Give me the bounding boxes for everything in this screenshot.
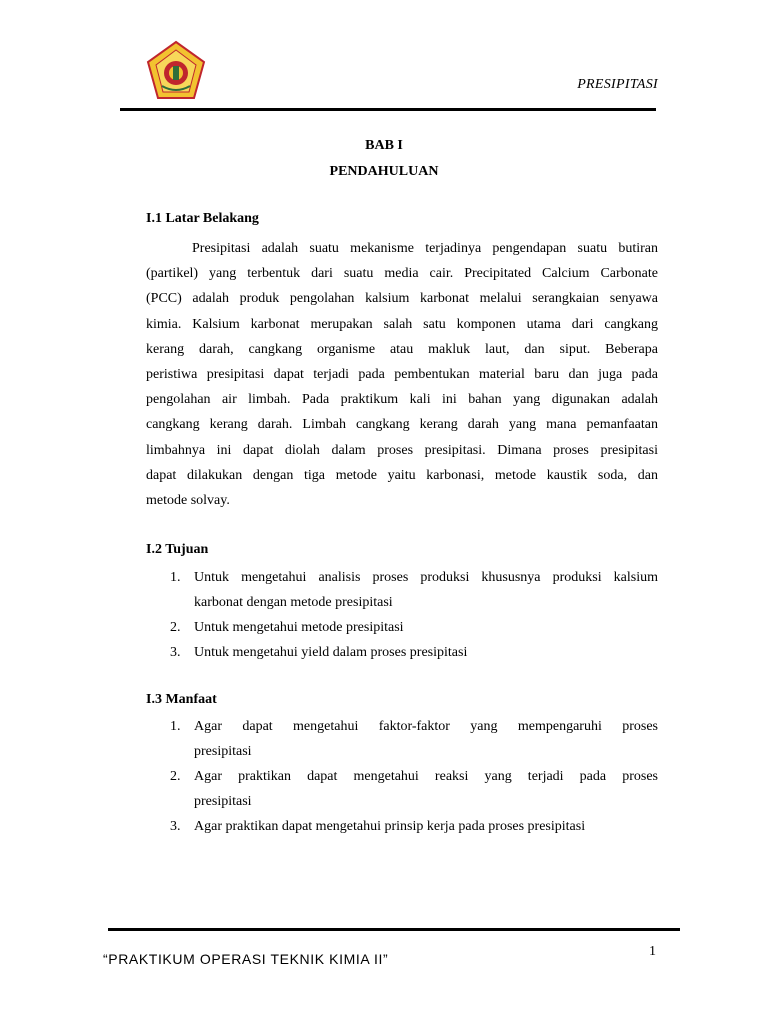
list-number: 1. — [170, 570, 181, 585]
list-item — [170, 565, 658, 615]
list-item-text-continued: presipitasi — [194, 744, 252, 759]
list-item-text: Agar dapat mengetahui faktor-faktor yang mempengaruhi proses — [194, 719, 658, 734]
paragraph-line: limbahnya ini dapat diolah dalam proses presipitasi. Dimana proses presipitasi — [146, 442, 658, 458]
header-title: PRESIPITASI — [577, 77, 658, 92]
footer-text: “PRAKTIKUM OPERASI TEKNIK KIMIA II” — [103, 951, 389, 967]
list-number: 1. — [170, 719, 181, 734]
list-item — [170, 714, 658, 764]
list-item — [170, 615, 658, 640]
list-number: 3. — [170, 645, 181, 660]
paragraph-line: (PCC) adalah produk pengolahan kalsium karbonat melalui serangkaian senyawa — [146, 291, 658, 307]
paragraph-line: pengolahan air limbah. Pada praktikum kali ini bahan yang digunakan adalah — [146, 392, 658, 408]
paragraph-line: dapat dilakukan dengan tiga metode yaitu karbonasi, metode kaustik soda, dan — [146, 467, 658, 483]
list-item — [170, 814, 658, 839]
list-item-text: Untuk mengetahui analisis proses produksi khususnya produksi kalsium — [194, 570, 658, 585]
university-seal-icon — [144, 40, 208, 104]
benefits-list — [170, 714, 658, 839]
list-item-text: Agar praktikan dapat mengetahui reaksi yang terjadi pada proses — [194, 769, 658, 784]
list-item-text: Untuk mengetahui yield dalam proses presipitasi — [194, 645, 468, 660]
section-heading-manfaat: I.3 Manfaat — [146, 692, 217, 707]
paragraph-line: (partikel) yang terbentuk dari suatu media cair. Precipitated Calcium Carbonate — [146, 266, 658, 282]
list-item-text-continued: presipitasi — [194, 794, 252, 809]
objectives-list — [170, 565, 658, 665]
paragraph-line: peristiwa presipitasi dapat terjadi pada pembentukan material baru dan juga pada — [146, 366, 658, 382]
paragraph-line: kerang darah, cangkang organisme atau makluk laut, dan siput. Beberapa — [146, 341, 658, 357]
header-divider — [120, 108, 656, 111]
page-number: 1 — [649, 944, 656, 959]
list-number: 3. — [170, 819, 181, 834]
list-number: 2. — [170, 620, 181, 635]
list-item-text: Agar praktikan dapat mengetahui prinsip kerja pada proses presipitasi — [194, 819, 586, 834]
list-number: 2. — [170, 769, 181, 784]
paragraph-line: metode solvay. — [146, 492, 230, 508]
background-paragraph — [146, 236, 658, 513]
list-item — [170, 764, 658, 814]
paragraph-line: kimia. Kalsium karbonat merupakan salah satu komponen utama dari cangkang — [146, 316, 658, 332]
chapter-number: BAB I — [365, 138, 403, 153]
footer-divider — [108, 928, 680, 931]
section-heading-tujuan: I.2 Tujuan — [146, 542, 209, 557]
paragraph-line: cangkang kerang darah. Limbah cangkang kerang darah yang mana pemanfaatan — [146, 417, 658, 433]
list-item — [170, 640, 658, 665]
list-item-text: Untuk mengetahui metode presipitasi — [194, 620, 404, 635]
section-heading-latar-belakang: I.1 Latar Belakang — [146, 211, 259, 226]
chapter-title: PENDAHULUAN — [329, 164, 439, 179]
list-item-text-continued: karbonat dengan metode presipitasi — [194, 595, 393, 610]
paragraph-line: Presipitasi adalah suatu mekanisme terjadinya pengendapan suatu butiran — [192, 241, 658, 256]
